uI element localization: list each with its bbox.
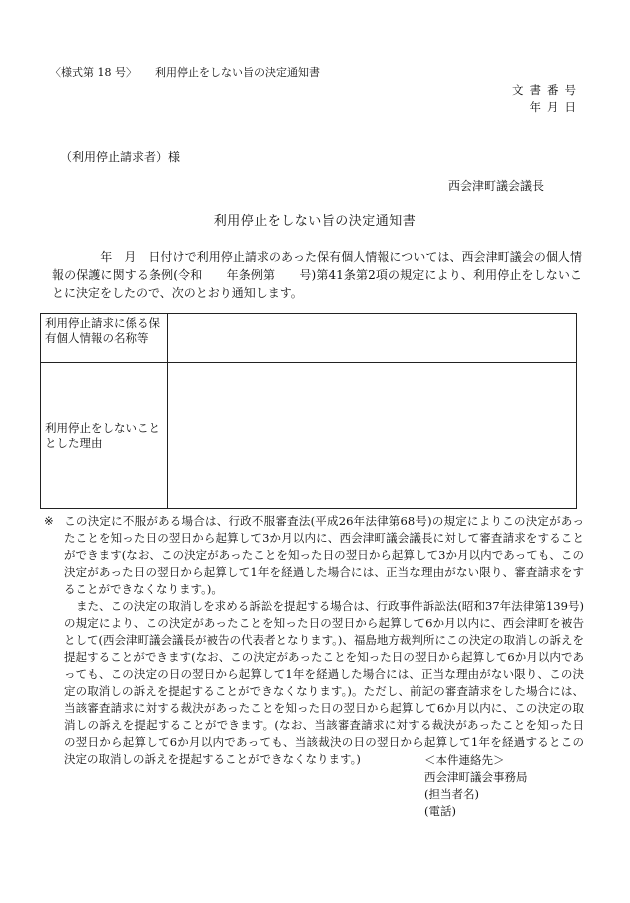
addressee: （利用停止請求者）様 [60,150,181,164]
contact-heading: ＜本件連絡先＞ [424,753,505,767]
contact-phone: (電話) [424,804,456,818]
note-lawsuit: また、この決定の取消しを求める訴訟を提起する場合は、行政事件訴訟法(昭和37年法律第139号)の規定により、この決定があったことを知った日の翌日から起算して6か月以内に、西会津町を被告として(西会津町議会議長が被告の代表者となります。)、福島地方裁判所にこの決定の取消しの訴えを提起することができます(なお、この決定があったことを知った日の翌日から起算して6か月以内であっても、この決定の日の翌日から起算して1年を経過した場合には、正当な理由がない限り、この決定の取消しの訴えを提起することができなくなります。)。ただし、前記の審査請求をした場合には、当該審査請求に対する裁決があったことを知った日の翌日から起算して6か月以内に、この決定の取消しの訴えを提起することができます。(なお、当該審査請求に対する裁決があったことを知った日の翌日から起算して6か月以内であっても、当該裁決の日の翌日から起算して1年を経過するとこの決定の取消しの訴えを提起することができなくなります。) [64,599,584,766]
table-label-info-name: 利用停止請求に係る保有個人情報の名称等 [41,314,168,363]
body-paragraph: 年 月 日付けで利用停止請求のあった保有個人情報については、西会津町議会の個人情報の保護に関する条例(令和 年条例第 号)第41条第2項の規定により、利用停止をしないことに決定をしたので、次のとおり通知します。 [52,250,582,300]
contact-office: 西会津町議会事務局 [424,770,528,784]
document-title: 利用停止をしない旨の決定通知書 [213,214,417,229]
table-row [41,314,577,363]
contact-block [424,752,528,820]
table-value-info-name [168,314,577,363]
notes-section [44,513,584,768]
form-number: 〈様式第 18 号〉 [50,66,137,79]
table-value-reason [168,363,577,509]
document-number: 文書番号 [512,83,582,97]
sender: 西会津町議会議長 [447,179,544,193]
note-appeal-text: この決定に不服がある場合は、行政不服審査法(平成26年法律第68号)の規定によりこの決定があったことを知った日の翌日から起算して3か月以内に、西会津町議会議長に対して審査請求をすることができます(なお、この決定があったことを知った日の翌日から起算して3か月以内であっても、この決定があった日の翌日から起算して1年を経過した場合には、正当な理由がない限り、審査請求をすることができなくなります。)。 [64,514,584,596]
info-table [40,313,577,509]
note-mark: ※ [44,514,54,528]
document-date: 年月日 [529,100,582,114]
table-row [41,363,577,509]
form-title: 利用停止をしない旨の決定通知書 [155,66,320,79]
note-appeal [44,513,584,598]
form-header [50,64,320,80]
table-label-reason: 利用停止をしないこととした理由 [41,363,168,509]
contact-person: (担当者名) [424,787,479,801]
document-meta [512,82,582,116]
